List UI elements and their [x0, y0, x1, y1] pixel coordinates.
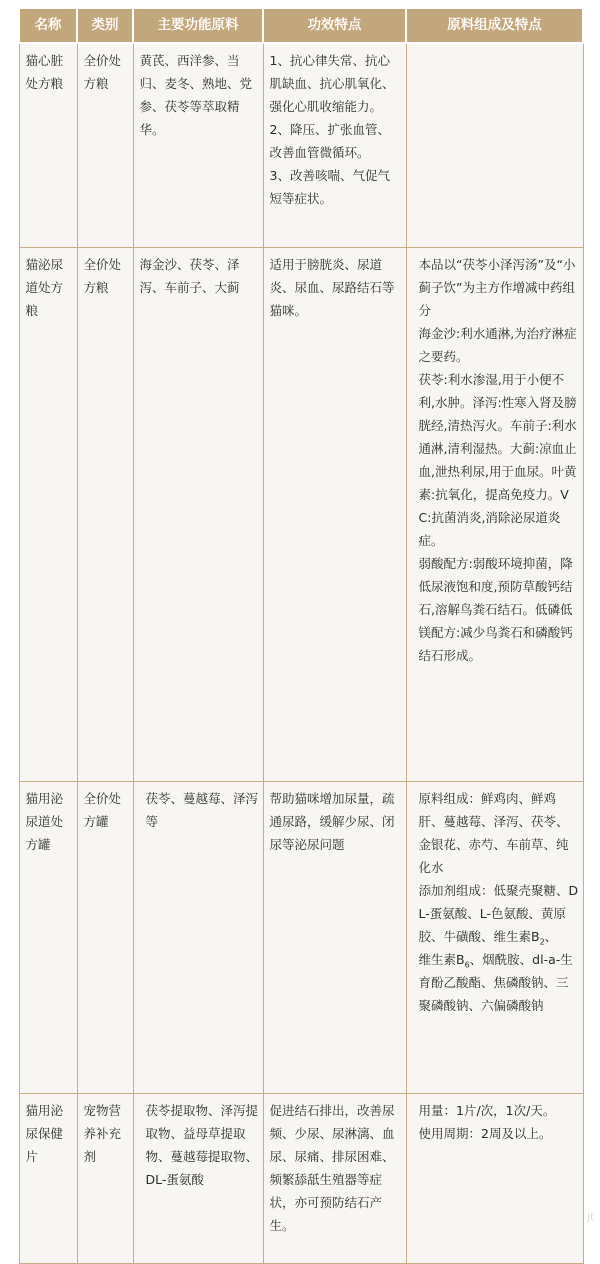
- cell-composition: 本品以“茯苓小泽泻汤”及“小蓟子饮”为主方作增减中药组分 海金沙:利水通淋,为治疗淋症之要药。 茯苓:利水渗湿,用于小便不利,水肿。泽泻:性寒入肾及膀胱经,清热泻火。车前子:利水通淋,清利湿热。大蓟:凉血止血,泄热利尿,用于血尿。叶黄素:抗氧化，提高免疫力。VC:抗菌消炎,消除泌尿道炎症。 弱酸配方:弱酸环境抑菌，降低尿液饱和度,预防草酸钙结石,溶解鸟粪石结石。低磷低镁配方:减少鸟粪石和磷酸钙结石形成。: [406, 248, 583, 782]
- composition-text-b: 、 维生素B: [418, 929, 558, 967]
- product-table: [18, 9, 584, 1264]
- watermark: jt: [587, 1212, 594, 1223]
- cell-ingredients: 茯苓提取物、泽泻提取物、益母草提取物、蔓越莓提取物、DL-蛋氨酸: [133, 1094, 263, 1264]
- cell-category: 宠物营养补充剂: [77, 1094, 133, 1264]
- cell-category: 全价处方粮: [77, 248, 133, 782]
- header-row: [19, 9, 583, 43]
- composition-text-a: 原料组成：鲜鸡肉、鲜鸡肝、蔓越莓、泽泻、茯苓、金银花、赤芍、车前草、纯化水 添加剂组成：低聚壳聚糖、DL-蛋氨酸、L-色氨酸、黄原胶、牛磺酸、维生素B: [418, 791, 579, 944]
- cell-category: 全价处方罐: [77, 782, 133, 1094]
- cell-ingredients: 海金沙、茯苓、泽泻、车前子、大蓟: [133, 248, 263, 782]
- cell-effects: 帮助猫咪增加尿量，疏通尿路，缓解少尿、闭尿等泌尿问题: [263, 782, 406, 1094]
- cell-composition: 用量：1片/次，1次/天。 使用周期：2周及以上。: [406, 1094, 583, 1264]
- table-row: [19, 782, 583, 1094]
- header-ingredients: 主要功能原料: [133, 9, 263, 43]
- header-effects: 功效特点: [263, 9, 406, 43]
- cell-composition: [406, 43, 583, 248]
- table-row: [19, 248, 583, 782]
- cell-name: 猫泌尿道处方粮: [19, 248, 77, 782]
- cell-name: 猫心脏处方粮: [19, 43, 77, 248]
- cell-ingredients: 黄芪、西洋参、当归、麦冬、熟地、党参、茯苓等萃取精华。: [133, 43, 263, 248]
- composition-text-c: 、烟酰胺、dl-a-生育酚乙酸酯、焦磷酸钠、三聚磷酸钠、六偏磷酸钠: [418, 952, 573, 1013]
- cell-name: 猫用泌尿保健片: [19, 1094, 77, 1264]
- subscript-b2: 2: [539, 937, 545, 947]
- cell-effects: 促进结石排出，改善尿频、少尿、尿淋漓、血尿、尿痛、排尿困难、频繁舔舐生殖器等症状，亦可预防结石产生。: [263, 1094, 406, 1264]
- cell-effects: 1、抗心律失常、抗心肌缺血、抗心肌氧化、强化心肌收缩能力。 2、降压、扩张血管、改善血管微循环。 3、改善咳喘、气促气短等症状。: [263, 43, 406, 248]
- cell-name: 猫用泌尿道处方罐: [19, 782, 77, 1094]
- subscript-b6: 6: [464, 960, 470, 970]
- cell-ingredients: 茯苓、蔓越莓、泽泻等: [133, 782, 263, 1094]
- cell-composition: [406, 782, 583, 1094]
- table-row: [19, 43, 583, 248]
- cell-category: 全价处方粮: [77, 43, 133, 248]
- header-name: 名称: [19, 9, 77, 43]
- header-composition: 原料组成及特点: [406, 9, 583, 43]
- table-row: [19, 1094, 583, 1264]
- header-category: 类别: [77, 9, 133, 43]
- cell-effects: 适用于膀胱炎、尿道炎、尿血、尿路结石等猫咪。: [263, 248, 406, 782]
